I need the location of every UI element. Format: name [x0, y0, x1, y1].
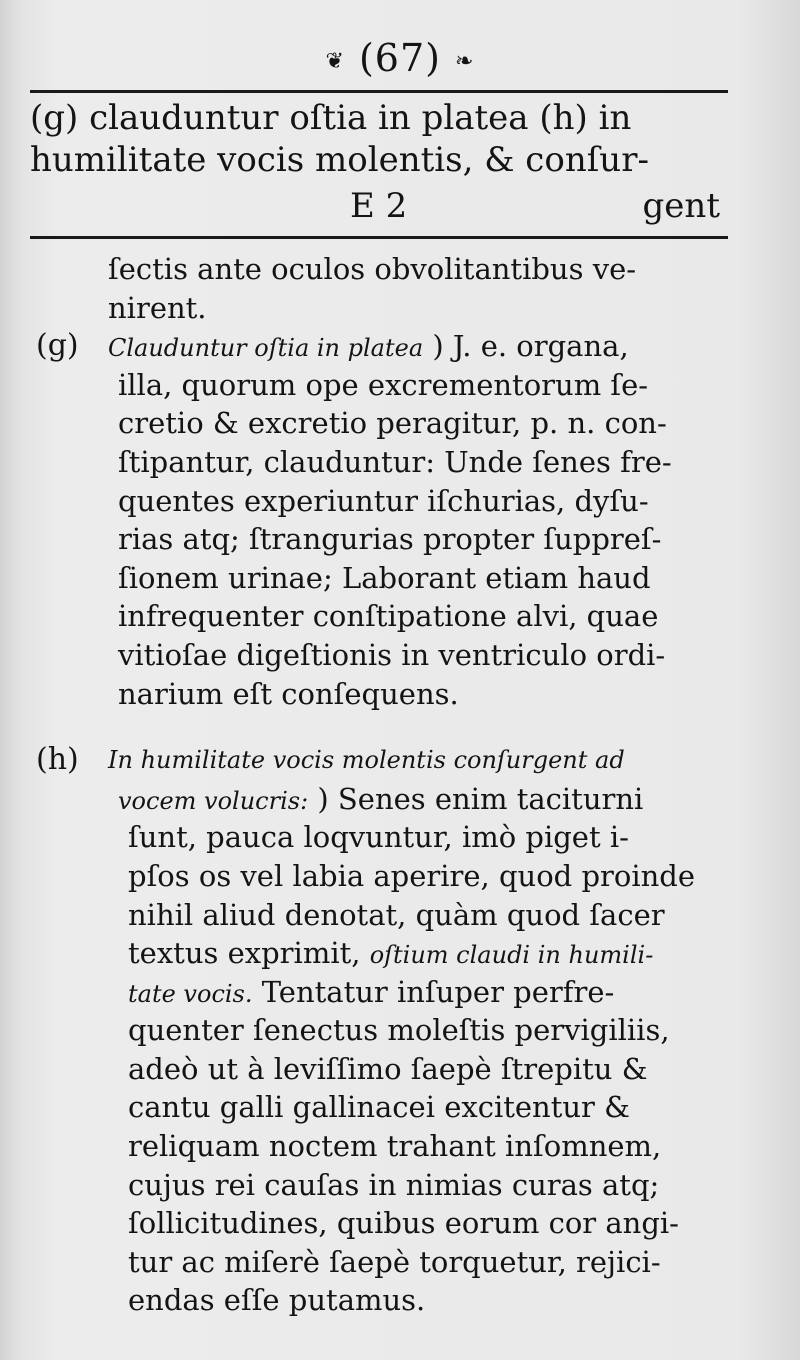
page-number: (67): [358, 36, 441, 80]
note-g-first-line-rest: ) J. e. organa,: [432, 329, 629, 364]
note-h-quote-italic: oſtium claudi in humili-: [369, 941, 654, 970]
note-g-first-line: [108, 327, 629, 368]
note-h-quote-line: [128, 934, 653, 975]
main-text-line-2: humilitate vocis molentis, & conſur-: [30, 140, 649, 180]
note-h-quote-start: textus exprimit,: [128, 936, 370, 971]
note-h-line: pſos os vel labia aperire, quod proinde: [128, 858, 696, 893]
catchword: gent: [642, 186, 720, 226]
note-g-line: ſtipantur, clauduntur: Unde ſenes fre-: [118, 444, 672, 479]
note-g-line: rias atq; ſtrangurias propter ſuppreſ-: [118, 522, 662, 557]
left-ornament-icon: ❦: [325, 49, 345, 74]
note-h-line: endas eſſe putamus.: [128, 1283, 426, 1318]
footnotes: [0, 250, 800, 1320]
note-g-lemma: Clauduntur oſtia in platea: [108, 334, 424, 363]
note-h-quote2-rest: Tentatur inſuper perfre-: [252, 974, 615, 1009]
note-h-lemma-line-1: In humilitate vocis molentis conſurgent ad: [108, 746, 625, 775]
note-h-line: quenter ſenectus moleſtis pervigiliis,: [128, 1013, 670, 1048]
continuation-line: nirent.: [108, 290, 207, 325]
note-h-quote-line-2: [128, 973, 614, 1014]
note-h-lemma-line-2: vocem volucris:: [118, 786, 309, 815]
note-h-line-2: [118, 780, 643, 821]
note-g-line: illa, quorum ope excrementorum ſe-: [118, 367, 649, 402]
note-h-quote2-italic: tate vocis.: [128, 979, 253, 1008]
note-h-mark: (h): [36, 742, 79, 778]
note-h-line: tur ac miſerè ſaepè torquetur, rejici-: [128, 1244, 661, 1279]
note-h-line: reliquam noctem trahant inſomnem,: [128, 1129, 662, 1164]
note-g-line: narium eſt conſequens.: [118, 676, 459, 711]
note-g-line: infrequenter conſtipatione alvi, quae: [118, 599, 659, 634]
right-ornament-icon: ❧: [455, 49, 475, 74]
continuation-line: ſectis ante oculos obvolitantibus ve-: [108, 252, 637, 286]
signature-mark: E 2: [350, 186, 408, 226]
note-g-line: vitioſae digeſtionis in ventriculo ordi-: [118, 637, 666, 672]
top-rule: [30, 90, 728, 93]
note-g-mark: (g): [36, 328, 79, 364]
note-g-line: ſionem urinae; Laborant etiam haud: [118, 560, 651, 595]
note-h-line: cantu galli gallinacei excitentur &: [128, 1090, 630, 1125]
note-h-line: ſollicitudines, quibus eorum cor angi-: [128, 1206, 679, 1241]
note-h-line: ſunt, pauca loqvuntur, imò piget i-: [128, 820, 629, 855]
note-g-line: cretio & excretio peragitur, p. n. con-: [118, 406, 667, 441]
note-h-line: adeò ut à leviſſimo ſaepè ſtrepitu &: [128, 1051, 648, 1086]
main-text-line-1: (g) clauduntur oſtia in platea (h) in: [30, 98, 632, 138]
note-h-line: cujus rei cauſas in nimias curas atq;: [128, 1167, 660, 1202]
note-h-line: nihil aliud denotat, quàm quod ſacer: [128, 897, 665, 932]
note-g-line: quentes experiuntur iſchurias, dyſu-: [118, 483, 649, 518]
note-h-line-2-rest: ) Senes enim taciturni: [317, 781, 644, 816]
page-header: [0, 36, 800, 80]
bottom-rule: [30, 236, 728, 239]
